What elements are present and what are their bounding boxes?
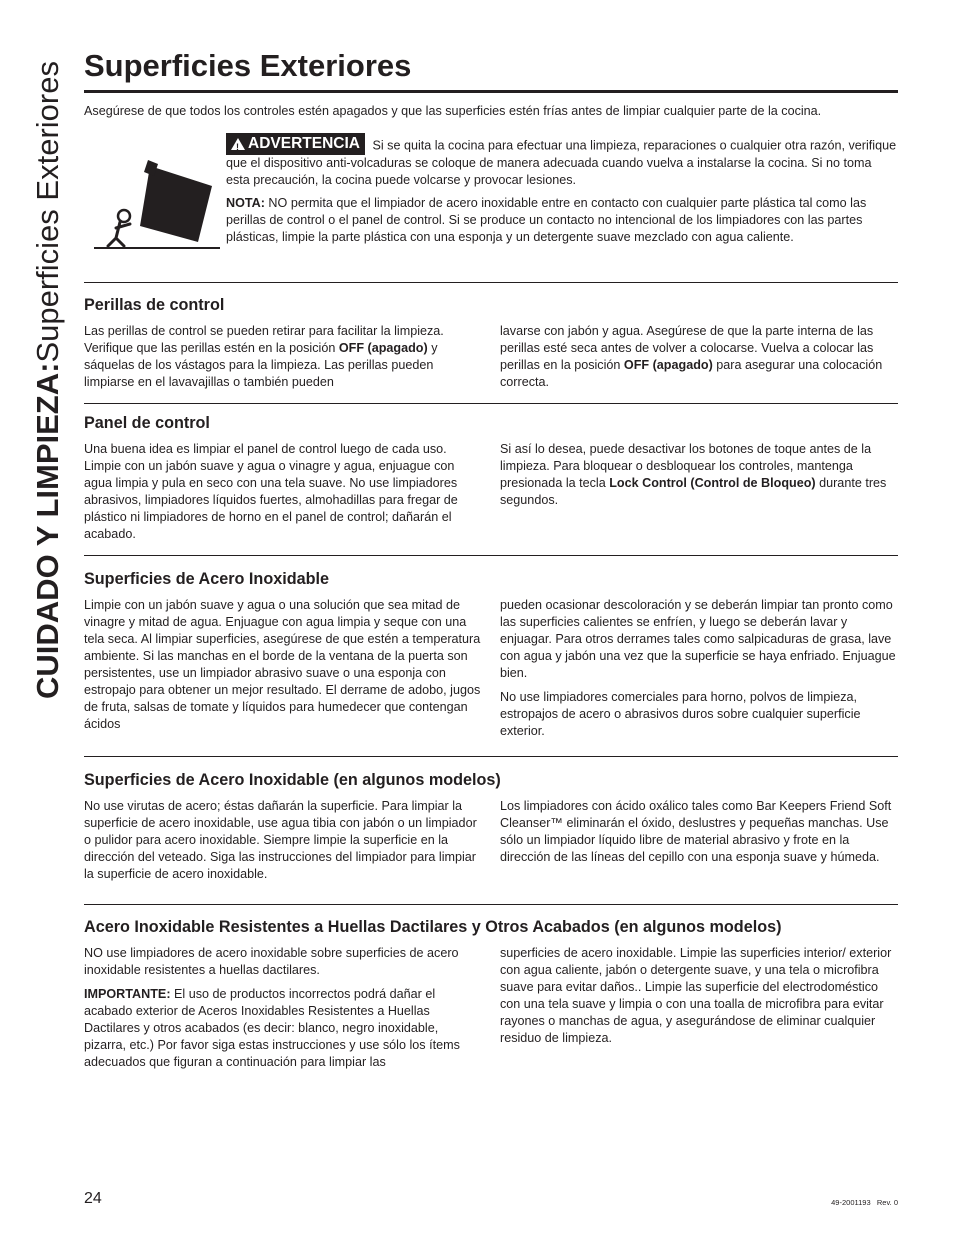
section-heading: Superficies de Acero Inoxidable <box>84 570 329 588</box>
warning-box <box>226 128 898 252</box>
paragraph: Si así lo desea, puede desactivar los botones de toque antes de la limpieza. Para bloquear o desbloquear los controles, mantenga presionada la tecla Lock Control (Control de Bloqueo) durante tres segundos. <box>500 442 887 507</box>
side-tab-normal: Superficies Exteriores <box>30 61 65 363</box>
warning-badge <box>226 133 365 155</box>
paragraph: Una buena idea es limpiar el panel de control luego de cada uso. Limpie con un jabón suave y agua o vinagre y agua, enjuague con agua limpia y pula en seco con una tela suave. No use limpiadores abrasivos, limpiadores líquidos fuertes, almohadillas para fregar de plástico ni limpiadores de horno en el panel de control; dañarán el acabado. <box>84 442 458 541</box>
note-label: NOTA: <box>226 196 265 210</box>
intro-text: Asegúrese de que todos los controles estén apagados y que las superficies estén frías antes de limpiar cualquier parte de la cocina. <box>84 104 822 118</box>
section-fingerprint <box>84 918 898 1078</box>
side-tab <box>28 40 68 720</box>
side-tab-bold: CUIDADO Y LIMPIEZA: <box>30 362 65 699</box>
section-heading: Superficies de Acero Inoxidable (en algunos modelos) <box>84 771 501 789</box>
section-stainless <box>84 570 898 747</box>
section-panel <box>84 414 898 550</box>
paragraph: Limpie con un jabón suave y agua o una solución que sea mitad de vinagre y mitad de agua. Enjuague con agua limpia y seque con una tela seca. Al limpiar superficies, asegúrese de que estén a temperatura ambiente. Si las manchas en el borde de la ventana de la puerta son persistentes, use un limpiador abrasivo suave o una esponja con estropajo para obtener un mejor resultado. El derrame de adobo, jugos de fruta, salsas de tomate y líquidos para humedecer que contengan ácidos <box>84 598 481 731</box>
paragraph: Las perillas de control se pueden retirar para facilitar la limpieza. Verifique que las perillas estén en la posición OFF (apagado) y sáquelas de los vástagos para la limpieza. Las perillas pueden limpiarse en el lavavajillas o también pueden <box>84 324 444 389</box>
section-divider <box>84 555 898 556</box>
page-title: Superficies Exteriores <box>84 48 412 83</box>
note-text: NO permita que el limpiador de acero inoxidable entre en contacto con cualquier parte plástica tal como las perillas de control o el panel de control. Si se produce un contacto no intencional de los limpiadores con las partes plásticas, limpie la parte plástica con una esponja y un detergente suave mezclado con agua caliente. <box>226 196 867 244</box>
paragraph: superficies de acero inoxidable. Limpie las superficies interior/ exterior con agua caliente, jabón o detergente suave, y una tela o microfibra suave para evitar daños.. Limpie las superficie del electrodoméstico con una tela suave y limpia o con una toalla de microfibra para evitar rayones o manchas de agua, y asegurándose de eliminar cualquier residuo de limpieza. <box>500 946 892 1045</box>
section-divider <box>84 282 898 283</box>
title-rule <box>84 90 898 93</box>
section-stainless-models <box>84 771 898 890</box>
section-heading: Panel de control <box>84 414 210 432</box>
section-heading: Perillas de control <box>84 296 225 314</box>
section-divider <box>84 403 898 404</box>
paragraph: lavarse con jabón y agua. Asegúrese de que la parte interna de las perillas esté seca antes de volver a colocarse. Vuelva a colocar las perillas en la posición OFF (apagado) para asegurar una colocación correcta. <box>500 324 883 389</box>
section-divider <box>84 904 898 905</box>
warning-triangle-icon <box>231 138 245 150</box>
warning-text: Si se quita la cocina para efectuar una limpieza, reparaciones o cualquier otra razón, verifique que el dispositivo anti-volcaduras se coloque de manera adecuada cuando vuelva a instalarse la cocina. Si no toma esta precaución, la cocina puede volcarse y provocar lesiones. <box>226 138 897 187</box>
section-heading: Acero Inoxidable Resistentes a Huellas Dactilares y Otros Acabados (en algunos modelos) <box>84 918 782 936</box>
section-knobs <box>84 296 898 398</box>
paragraph: NO use limpiadores de acero inoxidable sobre superficies de acero inoxidable resistentes a huellas dactilares. <box>84 946 459 977</box>
paragraph: No use limpiadores comerciales para horno, polvos de limpieza, estropajos de acero o abrasivos duros sobre cualquier superficie exterior. <box>500 690 861 738</box>
warning-badge-label: ADVERTENCIA <box>248 135 360 152</box>
note-paragraph <box>226 195 898 246</box>
paragraph: Los limpiadores con ácido oxálico tales como Bar Keepers Friend Soft Cleanser™ eliminarán el óxido, deslustres y pequeñas manchas. Use sólo un limpiador líquido libre de material abrasivo y frote en la dirección de las líneas del cepillo con una esponja suave y húmeda. <box>500 799 892 864</box>
paragraph: No use virutas de acero; éstas dañarán la superficie. Para limpiar la superficie de acero inoxidable, use agua tibia con jabón o un limpiador o pulidor para acero inoxidable. Siempre limpie la superficie en la dirección del veteado. Siga las instrucciones del limpiador para limpiar la superficie de acero inoxidable. <box>84 799 477 881</box>
document-number: 49-2001193 Rev. 0 <box>831 1198 898 1207</box>
side-tab-text <box>28 40 68 720</box>
section-divider <box>84 756 898 757</box>
paragraph: pueden ocasionar descoloración y se deberán limpiar tan pronto como las superficies calientes se enfríen, y luego se deberán lavar y enjuagar. Para otros derrames tales como salpicaduras de grasa, lave con agua y jabón una vez que la superficie se haya enfriado. Enjuague bien. <box>500 598 896 680</box>
tip-over-warning-icon <box>94 158 220 252</box>
paragraph: IMPORTANTE: El uso de productos incorrectos podrá dañar el acabado exterior de Aceros Inoxidables Resistentes a Huellas Dactilares y otros acabados (es decir: blanco, negro inoxidable, pizarra, etc.) Por favor siga estas instrucciones y use sólo los ítems adecuados que figuran a continuación para limpiar las <box>84 987 460 1069</box>
page-number: 24 <box>84 1190 102 1207</box>
